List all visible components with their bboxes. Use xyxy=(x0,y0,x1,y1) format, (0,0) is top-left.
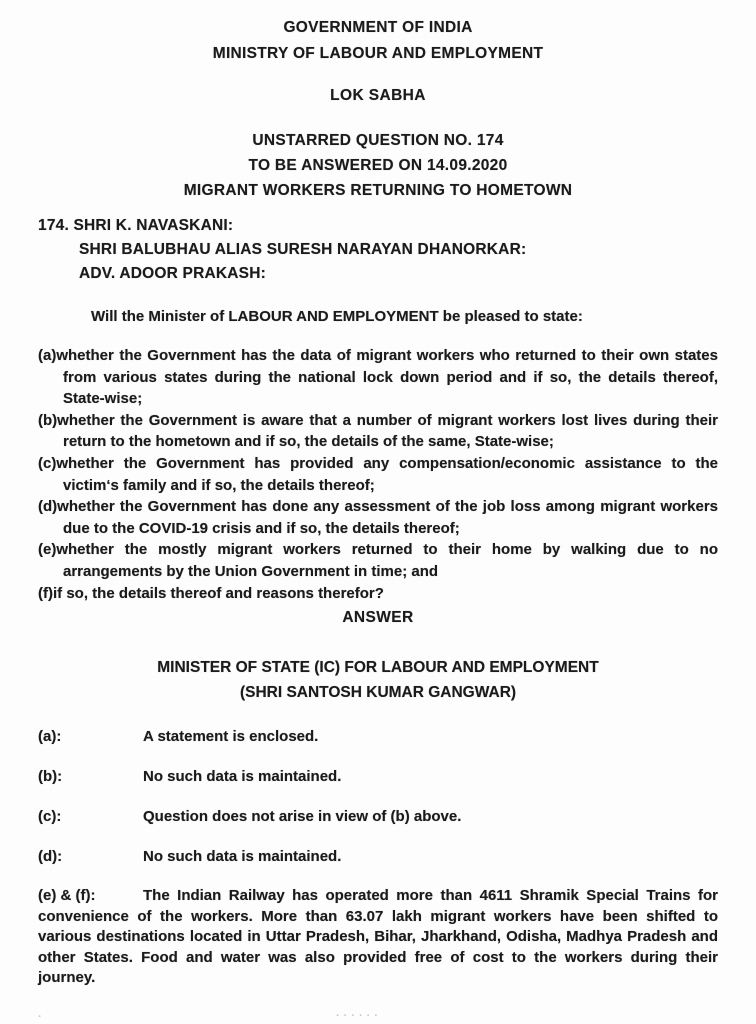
government-title: GOVERNMENT OF INDIA xyxy=(283,19,473,36)
answer-text: A statement is enclosed. xyxy=(143,728,319,746)
question-label: (d) xyxy=(38,498,58,516)
answer-row-d xyxy=(38,846,718,867)
answer-row-a xyxy=(38,726,718,747)
answer-text: No such data is maintained. xyxy=(143,768,342,786)
question-item-e xyxy=(38,539,718,582)
question-label: (b) xyxy=(38,411,58,429)
answer-label: (a): xyxy=(38,728,62,746)
minister-block xyxy=(38,655,718,705)
answer-text: Question does not arise in view of (b) above. xyxy=(143,808,462,826)
ministry-title: MINISTRY OF LABOUR AND EMPLOYMENT xyxy=(212,45,544,62)
scan-artifact-center: ······ xyxy=(336,1010,382,1022)
questioner-name: SHRI BALUBHAU ALIAS SURESH NARAYAN DHANORKAR: xyxy=(79,241,527,258)
question-label: (c) xyxy=(38,454,57,472)
minister-name: (SHRI SANTOSH KUMAR GANGWAR) xyxy=(239,684,517,702)
question-item-d xyxy=(38,496,718,539)
answer-heading: ANSWER xyxy=(342,609,414,627)
question-number: UNSTARRED QUESTION NO. 174 xyxy=(252,132,504,149)
answer-row-b xyxy=(38,766,718,787)
answer-row-ef xyxy=(38,886,718,989)
question-subject: MIGRANT WORKERS RETURNING TO HOMETOWN xyxy=(183,182,573,199)
question-item-f xyxy=(38,583,718,605)
questioner-name: ADV. ADOOR PRAKASH: xyxy=(79,265,266,282)
question-item-c xyxy=(38,453,718,496)
answer-label: (c): xyxy=(38,808,62,826)
question-item-a xyxy=(38,345,718,410)
answer-text: The Indian Railway has operated more than 4611 Shramik Special Trains for convenience of the workers. More than 63.07 lakh migrant workers have been shifted to various destinations located in Uttar Pradesh, Bihar, Jharkhand, Odisha, Madhya Pradesh and other States. Food and water was also provided free of cost to the workers during their journey. xyxy=(38,887,718,987)
question-text: whether the Government has the data of migrant workers who returned to their own states from various states during the national lock down period and if so, the details thereof, State-wise; xyxy=(56,347,718,408)
answer-label: (e) & (f): xyxy=(38,887,96,905)
question-text: whether the Government has provided any compensation/economic assistance to the victim‘s family and if so, the details thereof; xyxy=(56,454,718,494)
question-label: (a) xyxy=(38,347,57,364)
scan-artifact-left: · xyxy=(38,1011,42,1023)
question-list xyxy=(38,345,718,604)
answer-text: No such data is maintained. xyxy=(143,848,342,866)
question-label: (e) xyxy=(38,541,57,559)
questioners-block xyxy=(38,214,718,286)
questioner-name: 174. SHRI K. NAVASKANI: xyxy=(38,217,234,234)
answer-date: TO BE ANSWERED ON 14.09.2020 xyxy=(248,157,508,174)
answer-list xyxy=(38,726,718,867)
question-text: whether the Government is aware that a number of migrant workers lost lives during their return to the hometown and if so, the details of the same, State-wise; xyxy=(57,411,718,451)
question-label: (f) xyxy=(38,584,53,602)
answer-row-c xyxy=(38,806,718,827)
answer-label: (b): xyxy=(38,768,63,786)
question-text: whether the Government has done any assessment of the job loss among migrant workers due to the COVID-19 crisis and if so, the details thereof; xyxy=(57,498,718,537)
question-item-b xyxy=(38,410,718,453)
question-text: whether the mostly migrant workers returned to their home by walking due to no arrangements by the Union Government in time; and xyxy=(56,541,718,580)
house-title: LOK SABHA xyxy=(330,87,426,104)
question-text: if so, the details thereof and reasons therefor? xyxy=(53,584,384,602)
minister-title: MINISTER OF STATE (IC) FOR LABOUR AND EMPLOYMENT xyxy=(157,659,599,677)
answer-label: (d): xyxy=(38,848,63,866)
question-preamble: Will the Minister of LABOUR AND EMPLOYMENT be pleased to state: xyxy=(91,308,583,325)
